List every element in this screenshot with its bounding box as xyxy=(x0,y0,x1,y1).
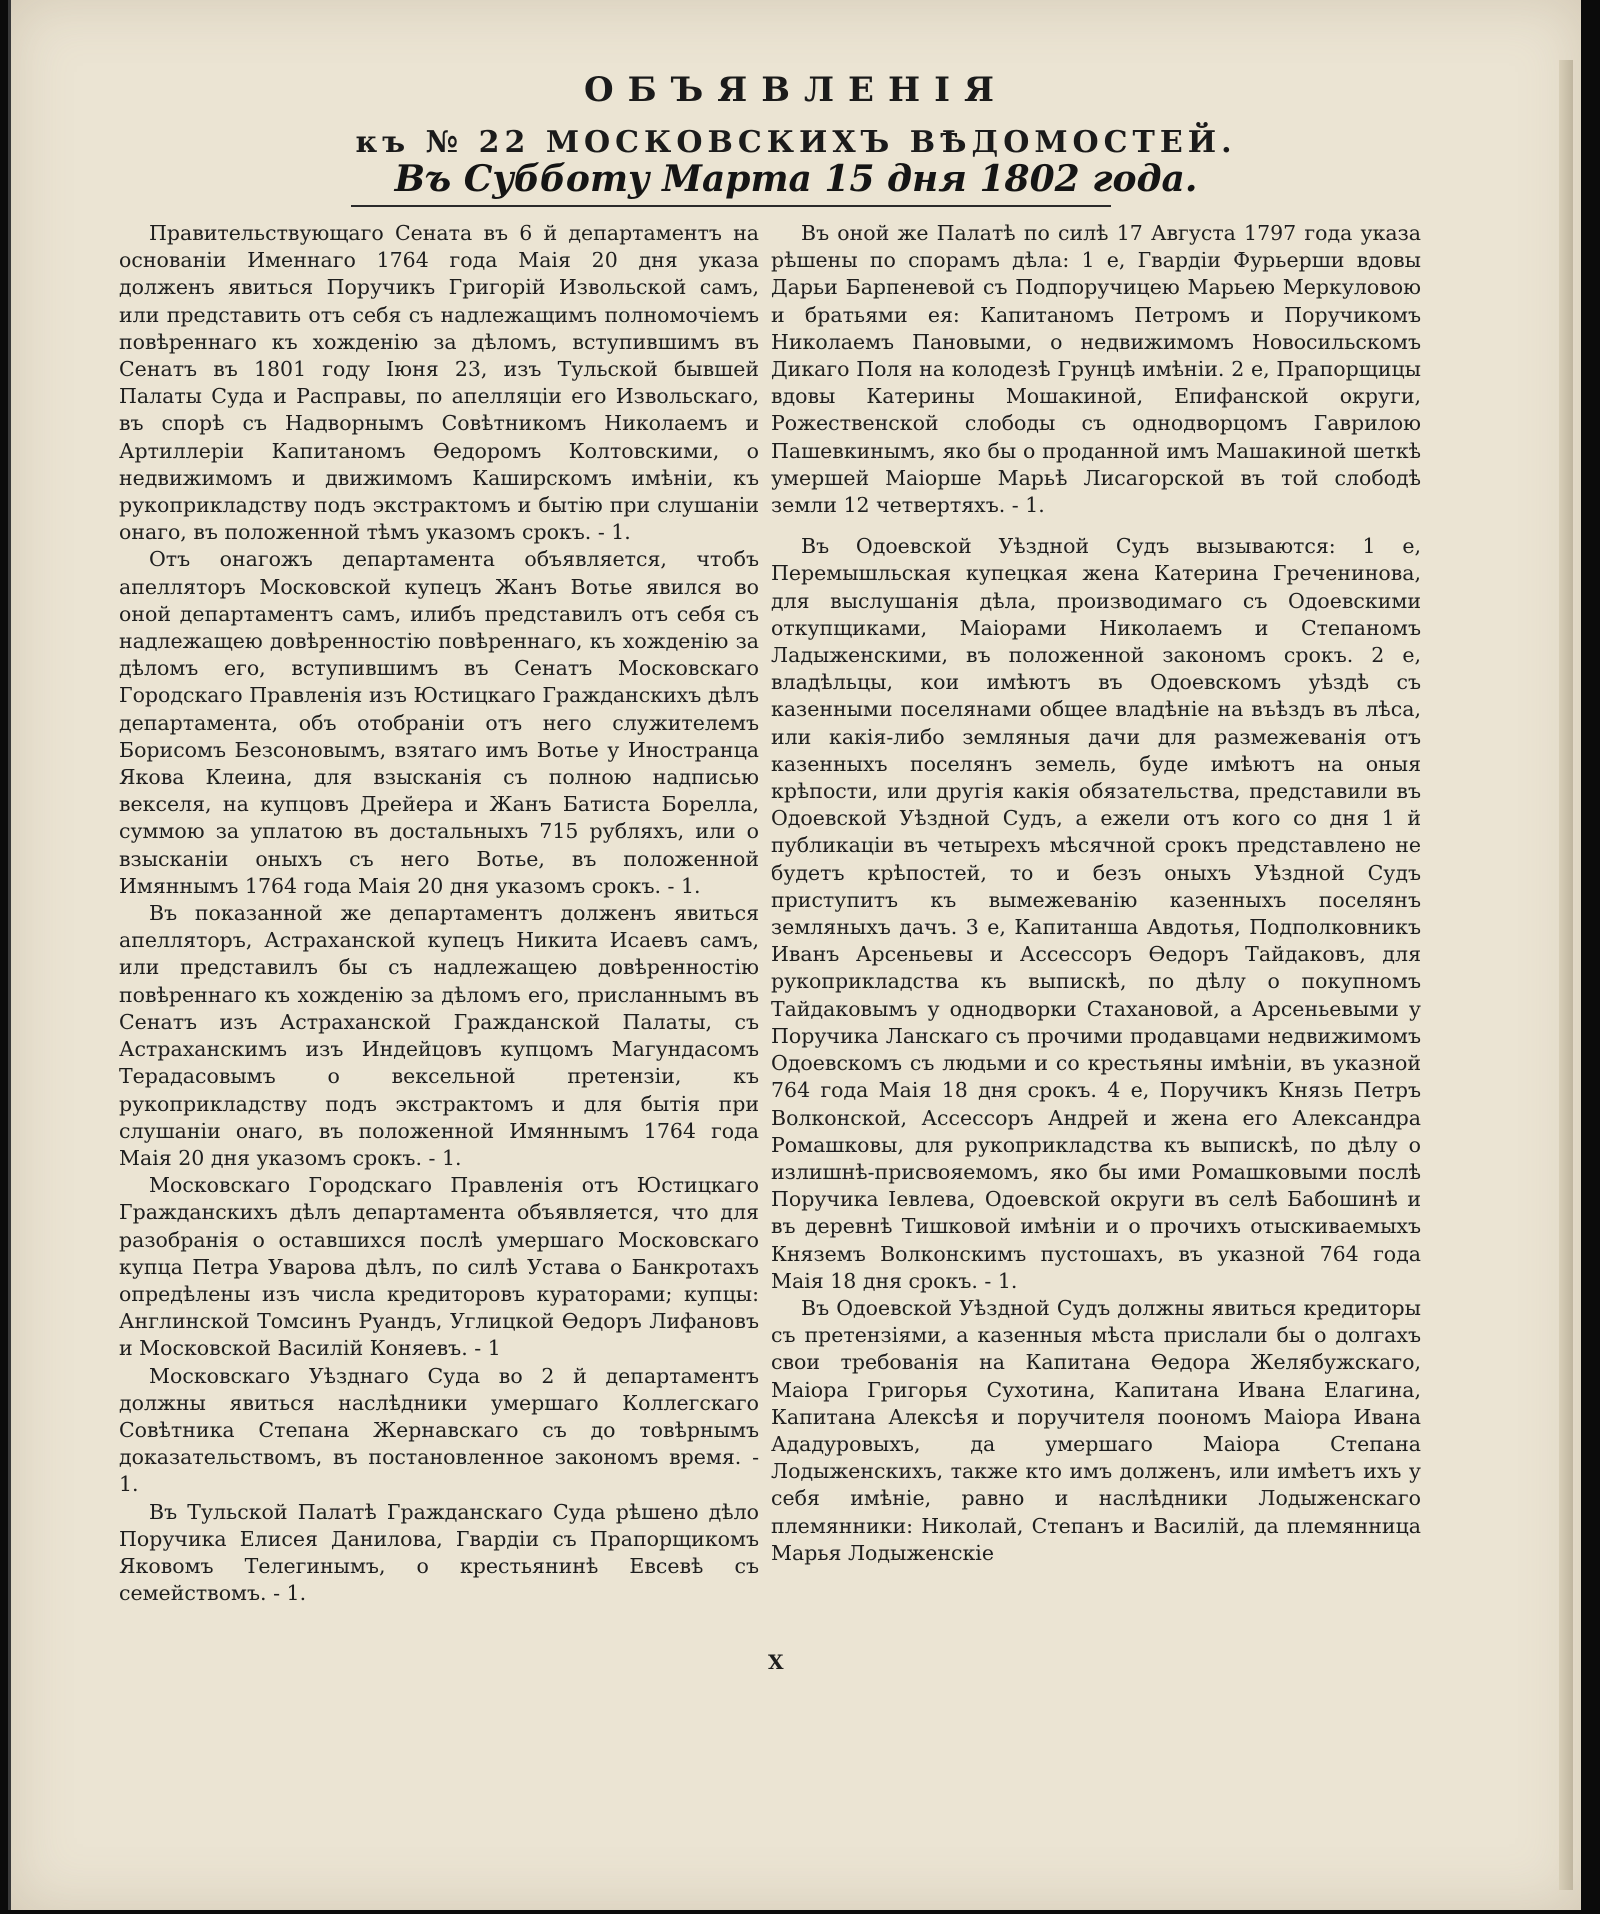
announcement: Московскаго Городскаго Правленія отъ Юстицкаго Гражданскихъ дѣлъ департамента объявляется, что для разобранія о оставшихся послѣ умершаго Московскаго купца Петра Уварова дѣлъ, по силѣ Устава о Банкротахъ опредѣлены изъ числа кредиторовъ кураторами; купцы: Англинской Томсинъ Руандъ, Углицкой Ѳедоръ Лифановъ и Московской Василій Коняевъ. - 1 xyxy=(119,1173,759,1361)
announcement: Московскаго Уѣзднаго Суда во 2 й департаментъ должны явиться наслѣдники умершаго Коллегскаго Совѣтника Степана Жернавскаго съ до товѣрнымъ доказательствомъ, въ постановленное закономъ время. - 1. xyxy=(119,1363,759,1497)
announcement: Въ оной же Палатѣ по силѣ 17 Августа 1797 года указа рѣшены по спорамъ дѣла: 1 е, Гвардіи Фурьерши вдовы Дарьи Барпеневой съ Подпоручицею Марьею Меркуловою и братьями ея: Капитаномъ Петромъ и Поручикомъ Николаемъ Пановыми, о недвижимомъ Новосильскомъ Дикаго Поля на колодезѣ Грунцѣ имѣніи. 2 е, Прапорщицы вдовы Катерины Мошакиной, Епифанской округи, Рожественской слободы съ однодворцомъ Гаврилою Пашевкинымъ, яко бы о проданной имъ Машакиной шеткѣ умершей Маіорше Марьѣ Лисагорской въ той слободѣ земли 12 четвертяхъ. - 1. xyxy=(771,221,1421,518)
left-column xyxy=(119,220,759,1607)
announcement: Въ Одоевской Уѣздной Судъ должны явиться кредиторы съ претензіями, а казенныя мѣста прислали бы о долгахъ свои требованія на Капитана Ѳедора Желябужскаго, Маіора Григорья Сухотина, Капитана Ивана Елагина, Капитана Алексѣя и поручителя поономъ Маіора Ивана Ададуровыхъ, да умершаго Маіора Степана Лодыженскихъ, также кто имъ долженъ, или имѣетъ ихъ у себя имѣніе, равно и наслѣдники Лодыженскаго племянники: Николай, Степанъ и Василій, да племянница Марья Лодыженскіе xyxy=(771,1295,1421,1565)
header-rule xyxy=(351,205,1111,207)
newspaper-page xyxy=(8,0,1581,1910)
announcement: Въ Одоевской Уѣздной Судъ вызываются: 1 е, Перемышльская купецкая жена Катерина Греченинова, для выслушанія дѣла, производимаго съ Одоевскими откупщиками, Маіорами Николаемъ и Степаномъ Ладыженскими, въ положенной закономъ срокъ. 2 е, владѣльцы, кои имѣютъ въ Одоевскомъ уѣздѣ съ казенными поселянами общее владѣніе на въѣздъ въ лѣса, или какія-либо земляныя дачи для размежеванія отъ казенныхъ поселянъ земель, буде имѣютъ на оныя крѣпости, или другія какія обязательства, представили въ Одоевской Уѣздной Судъ, а ежели отъ кого со дня 1 й публикаціи въ четырехъ мѣсячной срокъ представлено не будетъ крѣпостей, то и безъ оныхъ Уѣздной Судъ приступитъ къ вымежеванію казенныхъ поселянъ земляныхъ дачъ. 3 е, Капитанша Авдотья, Подполковникъ Иванъ Арсеньевы и Ассессоръ Ѳедоръ Тайдаковъ, для рукоприкладства къ выпискѣ, по дѣлу о покупномъ Тайдаковымъ у однодворки Стахановой, а Арсеньевыми у Поручика Ланскаго съ прочими продавцами недвижимомъ Одоевскомъ съ людьми и со крестьяны имѣніи, въ указной 764 года Маія 18 дня срокъ. 4 е, Поручикъ Князь Петръ Волконской, Ассессоръ Андрей и жена его Александра Ромашковы, для рукоприкладства къ выпискѣ, по дѣлу о излишнѣ-присвояемомъ, яко бы ими Ромашковыми послѣ Поручика Іевлева, Одоевской округи въ селѣ Бабошинѣ и въ деревнѣ Тишковой имѣніи и о прочихъ отыскиваемыхъ Княземъ Волконскимъ пустошахъ, въ указной 764 года Маія 18 дня срокъ. - 1. xyxy=(771,534,1421,1293)
signature-mark: X xyxy=(768,1650,784,1674)
dateline: Въ Субботу Марта 15 дня 1802 года. xyxy=(394,158,1198,200)
announcement: Правительствующаго Сената въ 6 й департаментъ на основаніи Именнаго 1764 года Маія 20 дня указа долженъ явиться Поручикъ Григорій Извольской самъ, или представить отъ себя съ надлежащимъ полномочіемъ повѣреннаго къ хожденію за дѣломъ, вступившимъ въ Сенатъ въ 1801 году Іюня 23, изъ Тульской бывшей Палаты Суда и Расправы, по апелляціи его Извольскаго, въ спорѣ съ Надворнымъ Совѣтникомъ Николаемъ и Артиллеріи Капитаномъ Ѳедоромъ Колтовскими, о недвижимомъ и движимомъ Каширскомъ имѣніи, къ рукоприкладству подъ экстрактомъ и бытію при слушаніи онаго, въ положенной тѣмъ указомъ срокъ. - 1. xyxy=(119,221,759,545)
page-subtitle: къ № 22 МОСКОВСКИХЪ ВѢДОМОСТЕЙ. xyxy=(355,125,1237,160)
right-column xyxy=(771,220,1421,1567)
announcement: Въ Тульской Палатѣ Гражданскаго Суда рѣшено дѣло Поручика Елисея Данилова, Гвардіи съ Прапорщикомъ Яковомъ Телегинымъ, о крестьянинѣ Евсевѣ съ семействомъ. - 1. xyxy=(119,1499,759,1606)
page-title: ОБЪЯВЛЕНІЯ xyxy=(584,70,1008,110)
announcement: Въ показанной же департаментъ долженъ явиться апелляторъ, Астраханской купецъ Никита Исаевъ самъ, или представилъ бы съ надлежащею довѣренностію повѣреннаго къ хожденію за дѣломъ его, присланнымъ въ Сенатъ изъ Астраханской Гражданской Палаты, съ Астраханскимъ изъ Индейцовъ купцомъ Магундасомъ Терадасовымъ о вексельной претензіи, къ рукоприкладству подъ экстрактомъ и для бытія при слушаніи онаго, въ положенной Имяннымъ 1764 года Маія 20 дня указомъ срокъ. - 1. xyxy=(119,901,759,1170)
page-edge xyxy=(1559,60,1573,1890)
announcement: Отъ онагожъ департамента объявляется, чтобъ апелляторъ Московской купецъ Жанъ Вотье явился во оной департаментъ самъ, илибъ представилъ отъ себя съ надлежащею довѣренностію повѣреннаго, къ хожденію за дѣломъ его, вступившимъ въ Сенатъ Московскаго Городскаго Правленія изъ Юстицкаго Гражданскихъ дѣлъ департамента, объ отобраніи отъ него служителемъ Борисомъ Безсоновымъ, взятаго имъ Вотье у Иностранца Якова Клеина, для взысканія съ полною надписью векселя, на купцовъ Дрейера и Жанъ Батиста Борелла, суммою за уплатою въ достальныхъ 715 рубляхъ, или о взысканіи оныхъ съ него Вотье, въ положенной Имяннымъ 1764 года Маія 20 дня указомъ срокъ. - 1. xyxy=(119,547,759,898)
